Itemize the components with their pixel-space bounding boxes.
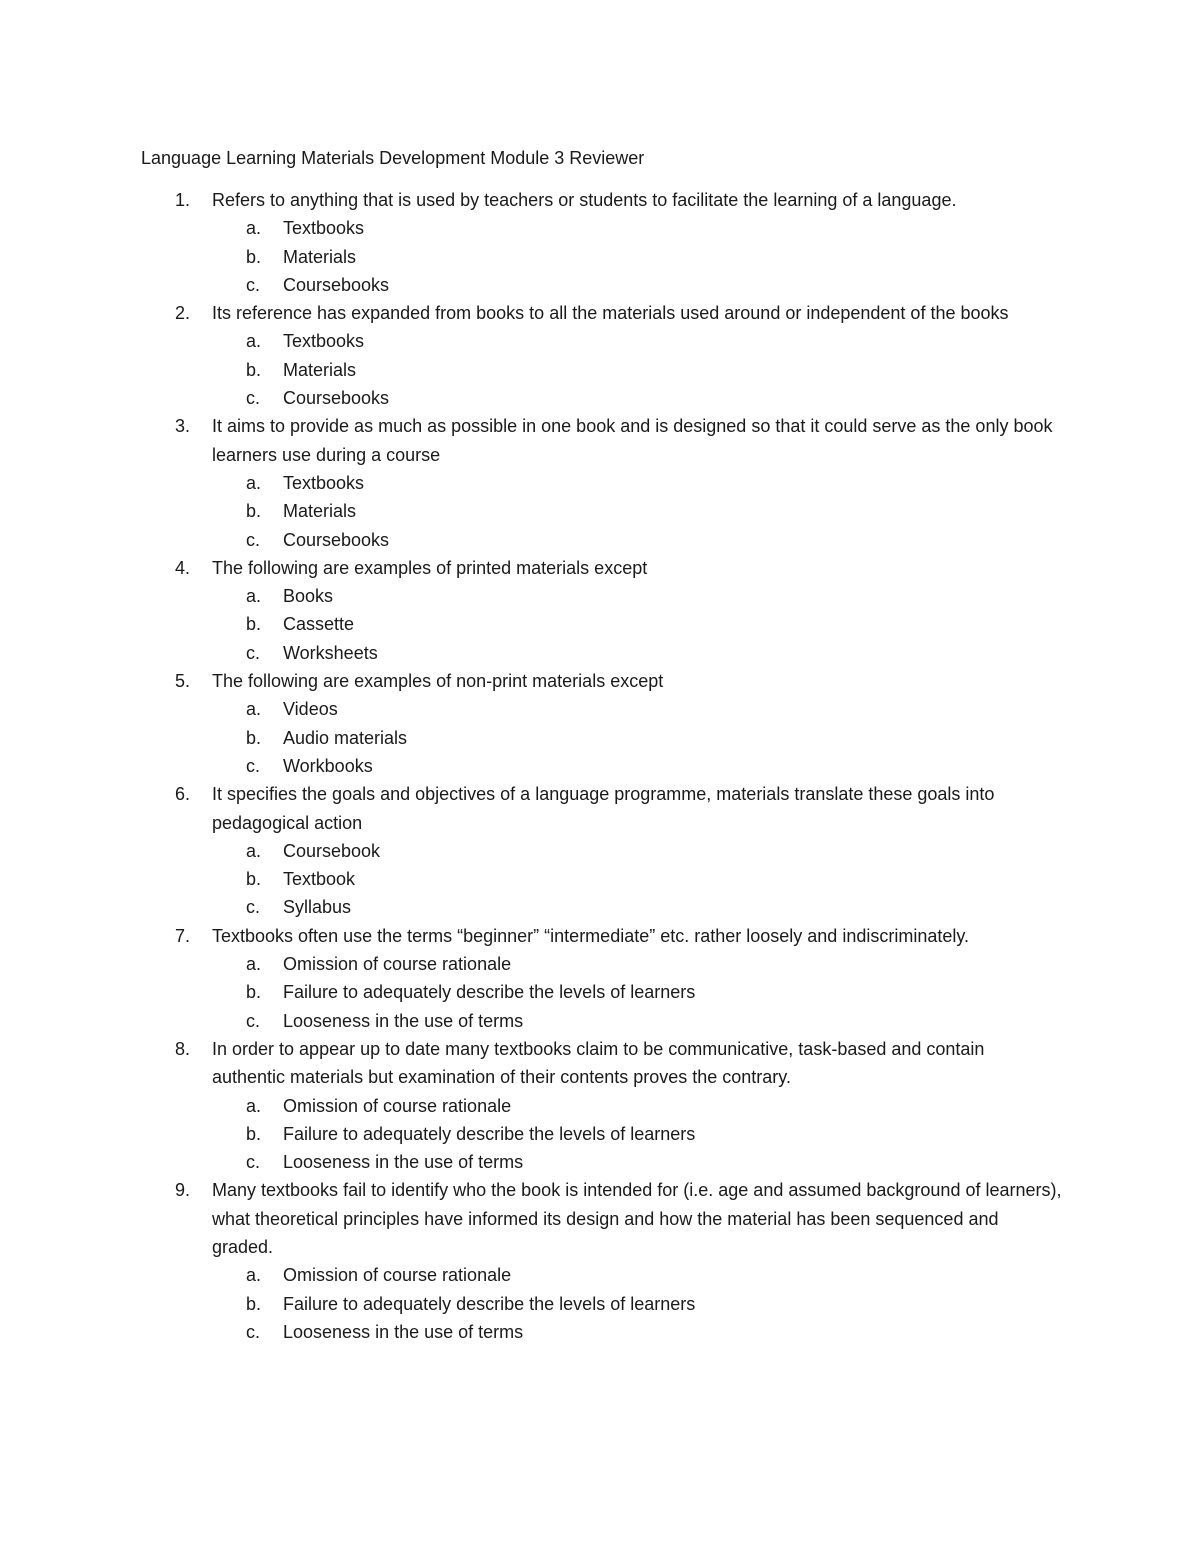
- option-letter: c.: [246, 274, 261, 295]
- question-text: In order to appear up to date many textbooks claim to be communicative, task-based and contain authentic materials but examination of their contents proves the contrary.: [212, 1038, 985, 1088]
- option-letter: a.: [246, 472, 262, 493]
- option-letter: c.: [246, 755, 261, 776]
- question-text: Many textbooks fail to identify who the book is intended for (i.e. age and assumed background of learners), what theoretical principles have informed its design and how the material has been sequenced and graded.: [212, 1180, 1062, 1257]
- option-item: [0, 639, 1200, 667]
- option-list: [0, 950, 1200, 1035]
- option-item: [0, 837, 1200, 865]
- option-text: Workbooks: [283, 755, 373, 776]
- option-item: [0, 271, 1200, 299]
- option-item: [0, 356, 1200, 384]
- option-letter: a.: [246, 1095, 262, 1116]
- option-list: [0, 327, 1200, 412]
- option-letter: b.: [246, 727, 262, 748]
- question-text: Its reference has expanded from books to all the materials used around or independent of the books: [212, 303, 1009, 324]
- option-list: [0, 214, 1200, 299]
- option-text: Looseness in the use of terms: [283, 1010, 524, 1031]
- option-item: [0, 1290, 1200, 1318]
- question-item: [0, 412, 1200, 553]
- option-text: Omission of course rationale: [283, 1265, 512, 1286]
- option-item: [0, 327, 1200, 355]
- option-item: [0, 582, 1200, 610]
- option-text: Omission of course rationale: [283, 1095, 512, 1116]
- option-letter: b.: [246, 869, 262, 890]
- option-item: [0, 1148, 1200, 1176]
- option-text: Audio materials: [283, 727, 408, 748]
- option-text: Failure to adequately describe the levels of learners: [283, 982, 696, 1003]
- question-text: It aims to provide as much as possible in one book and is designed so that it could serve as the only book learners use during a course: [212, 416, 1053, 465]
- option-letter: b.: [246, 1293, 262, 1314]
- option-item: [0, 752, 1200, 780]
- option-letter: a.: [246, 840, 262, 861]
- question-item: [0, 1176, 1200, 1346]
- option-item: [0, 865, 1200, 893]
- option-item: [0, 950, 1200, 978]
- option-list: [0, 469, 1200, 554]
- option-text: Textbooks: [283, 331, 365, 352]
- option-letter: b.: [246, 246, 262, 267]
- document-title: Language Learning Materials Development Module 3 Reviewer: [141, 148, 645, 168]
- option-letter: c.: [246, 529, 261, 550]
- option-item: [0, 1318, 1200, 1346]
- option-item: [0, 1120, 1200, 1148]
- option-text: Materials: [283, 359, 357, 380]
- option-text: Coursebooks: [283, 388, 390, 409]
- option-text: Omission of course rationale: [283, 954, 512, 975]
- option-letter: c.: [246, 642, 261, 663]
- option-text: Textbooks: [283, 218, 365, 239]
- option-text: Failure to adequately describe the levels of learners: [283, 1123, 696, 1144]
- option-item: [0, 893, 1200, 921]
- question-item: [0, 780, 1200, 921]
- option-text: Textbooks: [283, 472, 365, 493]
- question-number: 6.: [175, 784, 191, 805]
- option-item: [0, 214, 1200, 242]
- question-item: [0, 554, 1200, 667]
- question-list: [0, 186, 1200, 1346]
- option-text: Coursebooks: [283, 274, 390, 295]
- option-letter: a.: [246, 1265, 262, 1286]
- question-item: [0, 299, 1200, 412]
- option-item: [0, 724, 1200, 752]
- option-letter: b.: [246, 359, 262, 380]
- option-text: Failure to adequately describe the levels of learners: [283, 1293, 696, 1314]
- option-letter: b.: [246, 982, 262, 1003]
- question-item: [0, 186, 1200, 299]
- option-text: Worksheets: [283, 642, 378, 663]
- option-item: [0, 1261, 1200, 1289]
- option-text: Syllabus: [283, 897, 352, 918]
- option-text: Looseness in the use of terms: [283, 1321, 524, 1342]
- question-number: 8.: [175, 1038, 191, 1059]
- option-letter: c.: [246, 1010, 261, 1031]
- option-list: [0, 695, 1200, 780]
- question-text: The following are examples of non-print materials except: [212, 671, 664, 692]
- option-list: [0, 582, 1200, 667]
- question-text: Refers to anything that is used by teachers or students to facilitate the learning of a language.: [212, 190, 957, 210]
- option-list: [0, 837, 1200, 922]
- option-letter: a.: [246, 954, 262, 975]
- question-number: 4.: [175, 557, 191, 578]
- question-number: 5.: [175, 671, 191, 692]
- question-number: 1.: [175, 190, 191, 210]
- option-text: Coursebooks: [283, 529, 390, 550]
- option-text: Materials: [283, 501, 357, 522]
- option-letter: c.: [246, 388, 261, 409]
- option-text: Textbook: [283, 869, 356, 890]
- question-text: Textbooks often use the terms “beginner” “intermediate” etc. rather loosely and indiscriminately.: [212, 925, 970, 946]
- option-item: [0, 1092, 1200, 1120]
- option-item: [0, 695, 1200, 723]
- option-letter: b.: [246, 1123, 262, 1144]
- option-letter: c.: [246, 1321, 261, 1342]
- option-text: Looseness in the use of terms: [283, 1152, 524, 1173]
- option-item: [0, 497, 1200, 525]
- question-number: 9.: [175, 1180, 191, 1201]
- option-item: [0, 1007, 1200, 1035]
- question-number: 7.: [175, 925, 191, 946]
- option-item: [0, 243, 1200, 271]
- option-item: [0, 526, 1200, 554]
- option-list: [0, 1261, 1200, 1346]
- option-letter: a.: [246, 331, 262, 352]
- option-text: Videos: [283, 699, 338, 720]
- option-letter: b.: [246, 501, 262, 522]
- option-item: [0, 469, 1200, 497]
- question-item: [0, 667, 1200, 780]
- option-letter: b.: [246, 614, 262, 635]
- question-number: 2.: [175, 303, 191, 324]
- question-item: [0, 922, 1200, 1035]
- option-text: Cassette: [283, 614, 355, 635]
- option-list: [0, 1092, 1200, 1177]
- option-text: Books: [283, 586, 334, 607]
- option-text: Materials: [283, 246, 357, 267]
- option-item: [0, 384, 1200, 412]
- option-item: [0, 978, 1200, 1006]
- question-number: 3.: [175, 416, 191, 437]
- option-letter: a.: [246, 699, 262, 720]
- question-text: It specifies the goals and objectives of a language programme, materials translate these goals into pedagogical action: [212, 784, 995, 833]
- option-letter: a.: [246, 218, 262, 239]
- option-letter: c.: [246, 897, 261, 918]
- option-letter: c.: [246, 1152, 261, 1173]
- option-item: [0, 610, 1200, 638]
- option-letter: a.: [246, 586, 262, 607]
- question-text: The following are examples of printed materials except: [212, 557, 648, 578]
- question-item: [0, 1035, 1200, 1176]
- option-text: Coursebook: [283, 840, 381, 861]
